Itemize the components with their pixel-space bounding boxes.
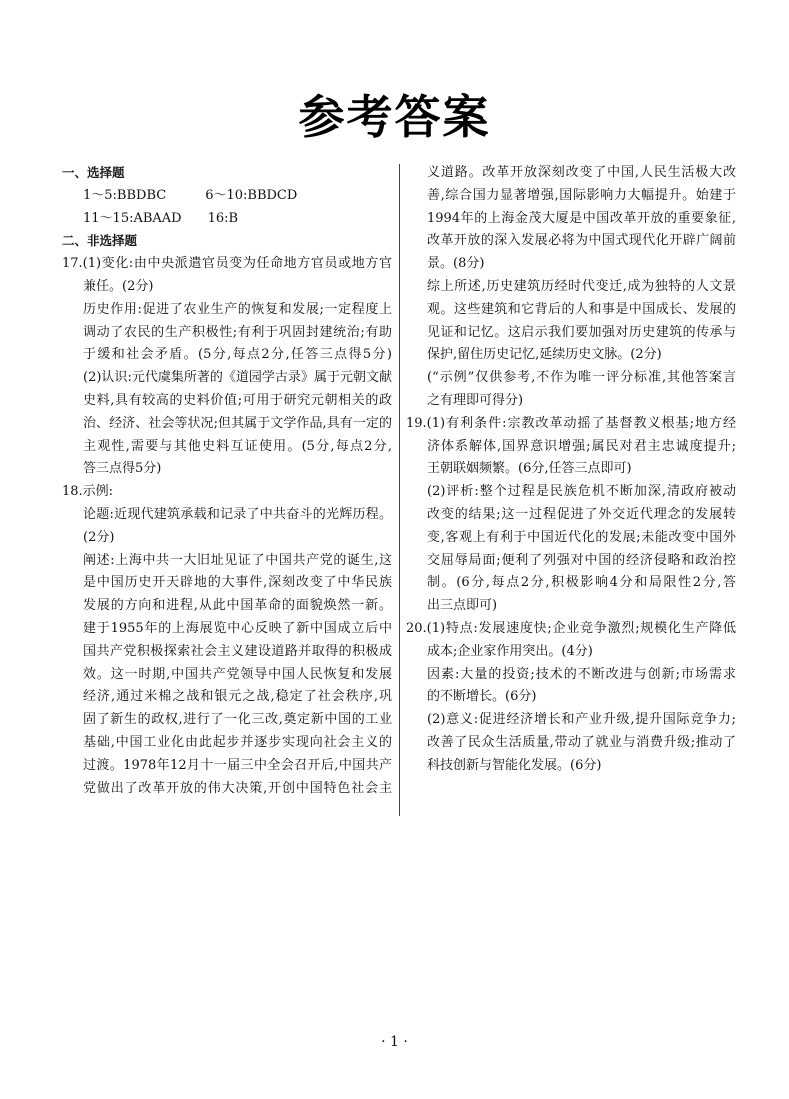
answer-line: (2)评析:整个过程是民族危机不断加深,清政府被动 bbox=[427, 484, 736, 500]
answer-line: 因素:大量的投资;技术的不断改进与创新;市场需求 bbox=[427, 666, 736, 682]
answer-line: 成本;企业家作用突出。(4分) bbox=[427, 643, 593, 659]
answer-line: 历史作用:促进了农业生产的恢复和发展;一定程度上 bbox=[83, 301, 392, 317]
answer-line: 调动了农民的生产积极性;有利于巩固封建统治;有助 bbox=[83, 324, 392, 340]
answer-line: 济体系解体,国界意识增强;属民对君主忠诚度提升; bbox=[427, 438, 736, 454]
answer-line: 善,综合国力显著增强,国际影响力大幅提升。始建于 bbox=[427, 187, 736, 203]
answer-line: 改革开放的深入发展必将为中国式现代化开辟广阔前 bbox=[427, 233, 736, 249]
answer-line: 出三点即可) bbox=[427, 598, 498, 614]
answer-line: (2)认识:元代虞集所著的《道园学古录》属于元朝文献 bbox=[83, 370, 392, 386]
column-divider bbox=[399, 164, 400, 816]
answer-line: 是中国历史开天辟地的大事件,深刻改变了中华民族 bbox=[83, 575, 392, 591]
answer-line: 国共产党积极探索社会主义建设道路并取得的积极成 bbox=[83, 643, 392, 659]
answer-line: 主观性,需要与其他史料互证使用。(5分,每点2分, bbox=[83, 438, 392, 454]
answer-line: 基础,中国工业化由此起步并逐步实现向社会主义的 bbox=[83, 734, 392, 750]
answer-line: 制。(6分,每点2分,积极影响4分和局限性2分,答 bbox=[427, 575, 736, 591]
answer-line: 11～15:ABAAD 16:B bbox=[83, 210, 239, 226]
answer-line: 一、选择题 bbox=[62, 165, 125, 180]
page-title: 参考答案 bbox=[298, 90, 491, 144]
answer-line: 见证和记忆。这启示我们要加强对历史建筑的传承与 bbox=[427, 324, 736, 340]
answer-line: 景。(8分) bbox=[427, 256, 485, 272]
answer-line: 效。这一时期,中国共产党领导中国人民恢复和发展 bbox=[83, 666, 392, 682]
answer-line: 之有理即可得分) bbox=[427, 392, 524, 408]
answer-line: 观。这些建筑和它背后的人和事是中国成长、发展的 bbox=[427, 301, 736, 317]
answer-line: 交屈辱局面;便利了列强对中国的经济侵略和政治控 bbox=[427, 552, 736, 568]
answer-line: 治、经济、社会等状况;但其属于文学作品,具有一定的 bbox=[83, 415, 392, 431]
answer-line: 1～5:BBDBC 6～10:BBDCD bbox=[83, 187, 298, 203]
answer-line: (“示例”仅供参考,不作为唯一评分标准,其他答案言 bbox=[427, 370, 736, 386]
answer-line: 固了新生的政权,进行了一化三改,奠定新中国的工业 bbox=[83, 712, 392, 728]
answer-line: 论题:近现代建筑承载和记录了中共奋斗的光辉历程。 bbox=[83, 506, 392, 522]
left-column bbox=[62, 162, 392, 800]
answer-line: 义道路。改革开放深刻改变了中国,人民生活极大改 bbox=[427, 165, 736, 180]
page-number: · 1 · bbox=[381, 1034, 408, 1050]
answer-line: 保护,留住历史记忆,延续历史文脉。(2分) bbox=[427, 347, 662, 363]
answer-line: 科技创新与智能化发展。(6分) bbox=[427, 757, 602, 773]
answer-line: 18.示例: bbox=[62, 484, 114, 500]
answer-line: 发展的方向和进程,从此中国革命的面貌焕然一新。 bbox=[83, 598, 392, 614]
answer-line: 19.(1)有利条件:宗教改革动摇了基督教义根基;地方经 bbox=[406, 415, 736, 431]
answer-line: 答三点得5分) bbox=[83, 461, 162, 477]
answer-line: 变,客观上有利于中国近代化的发展;未能改变中国外 bbox=[427, 529, 736, 545]
answer-line: 党做出了改革开放的伟大决策,开创中国特色社会主 bbox=[83, 780, 392, 796]
answer-line: 综上所述,历史建筑历经时代变迁,成为独特的人文景 bbox=[427, 278, 736, 294]
answer-line: 经济,通过米棉之战和银元之战,稳定了社会秩序,巩 bbox=[83, 689, 392, 705]
answer-line: 王朝联姻频繁。(6分,任答三点即可) bbox=[427, 461, 632, 477]
answer-line: 1994年的上海金茂大厦是中国改革开放的重要象征, bbox=[427, 210, 736, 226]
answer-line: 17.(1)变化:由中央派遣官员变为任命地方官员或地方官 bbox=[62, 256, 392, 272]
answer-line: 于缓和社会矛盾。(5分,每点2分,任答三点得5分) bbox=[83, 347, 392, 363]
answer-line: 改变的结果;这一过程促进了外交近代理念的发展转 bbox=[427, 506, 736, 522]
answer-line: 史料,具有较高的史料价值;可用于研究元朝相关的政 bbox=[83, 392, 392, 408]
answer-line: (2)意义:促进经济增长和产业升级,提升国际竞争力; bbox=[427, 712, 736, 728]
answer-line: 兼任。(2分) bbox=[83, 278, 154, 294]
answer-line: 20.(1)特点:发展速度快;企业竞争激烈;规模化生产降低 bbox=[406, 620, 736, 636]
answer-line: 过渡。1978年12月十一届三中全会召开后,中国共产 bbox=[83, 757, 392, 773]
answer-line: 改善了民众生活质量,带动了就业与消费升级;推动了 bbox=[427, 734, 736, 750]
answer-line: 阐述:上海中共一大旧址见证了中国共产党的诞生,这 bbox=[83, 552, 392, 568]
right-column bbox=[406, 162, 736, 778]
answer-line: 的不断增长。(6分) bbox=[427, 689, 537, 705]
answer-line: (2分) bbox=[83, 529, 115, 545]
answer-line: 二、非选择题 bbox=[62, 233, 138, 249]
answer-line: 建于1955年的上海展览中心反映了新中国成立后中 bbox=[83, 620, 392, 636]
